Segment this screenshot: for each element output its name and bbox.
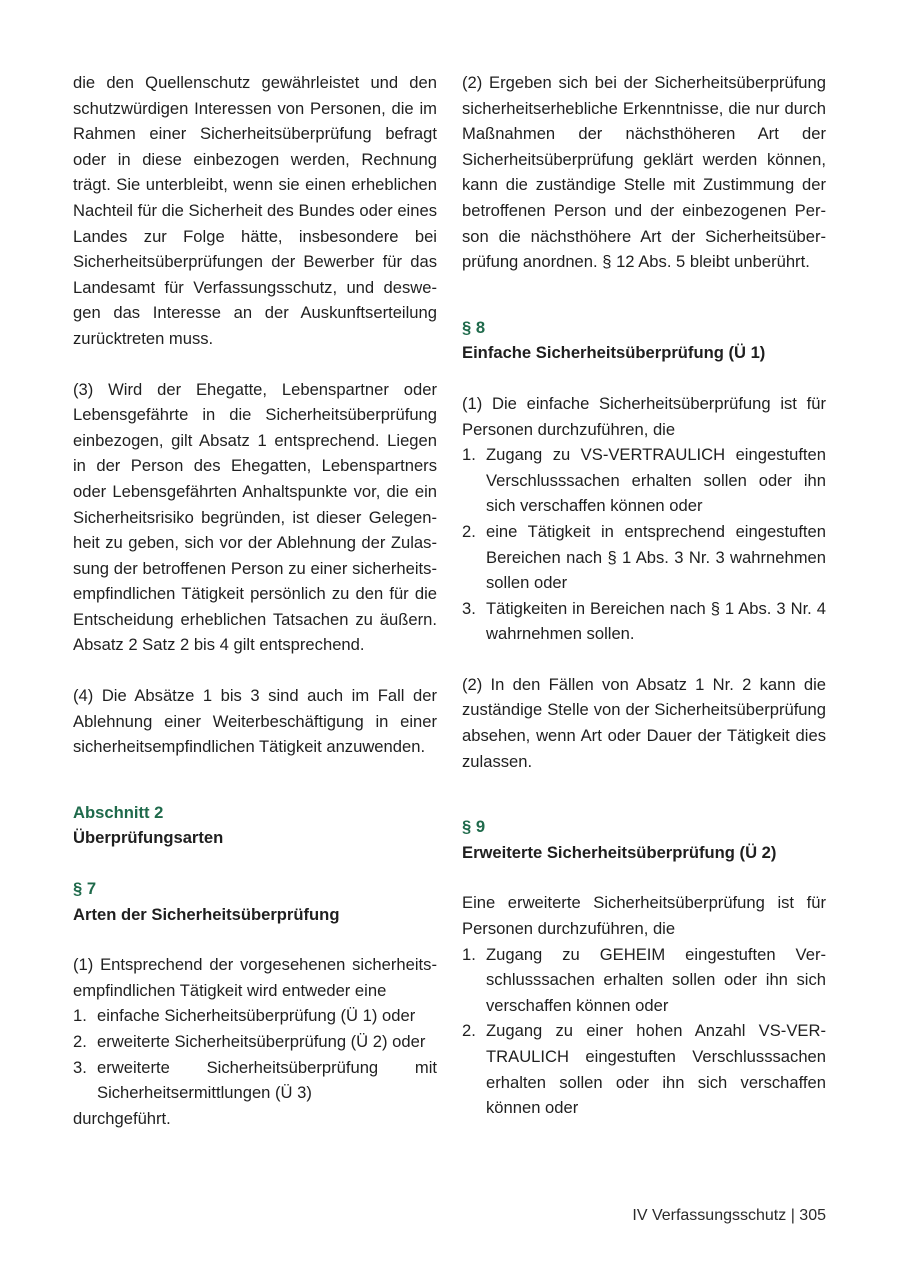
s7-list <box>73 1003 437 1105</box>
s7-paragraph-2: (2) Ergeben sich bei der Sicherheitsüberprüfung sicherheitserhebliche Erkenntnisse, die nur durch Maßnahmen der nächsthöheren Art der Sicherheitsüberprüfung geklärt werden können, kann die zuständige Stelle mit Zustimmung der betroffenen Person und der einbezogenen Person die nächsthöhere Art der Sicherheitsüberprüfung anordnen. § 12 Abs. 5 bleibt unberührt. <box>462 73 826 272</box>
list-number: 2. <box>73 1032 87 1051</box>
page-number: 305 <box>799 1207 826 1224</box>
s7-outro: durchgeführt. <box>73 1108 171 1128</box>
s9-label: § 9 <box>462 817 486 837</box>
list-number: 3. <box>73 1057 87 1077</box>
list-text: erweiterte Sicherheitsüberprüfung mit Sicherheitsermittlungen (Ü 3) <box>97 1057 437 1103</box>
s8-paragraph-2: (2) In den Fällen von Absatz 1 Nr. 2 kann die zuständige Stelle von der Sicherheitsüberprüfung absehen, wenn Art oder Dauer der Tätigkeit dies zulassen. <box>462 674 826 771</box>
footer-chapter: IV Verfassungsschutz <box>632 1207 787 1224</box>
list-text: Zugang zu VS-VERTRAULICH eingestuften Verschlusssachen erhalten sollen oder ihn sich verschaffen können oder <box>486 445 826 516</box>
page-footer <box>632 1203 826 1229</box>
s7-label: § 7 <box>73 879 97 899</box>
list-item <box>462 442 826 519</box>
list-number: 2. <box>462 521 476 541</box>
s9-title: Erweiterte Sicherheitsüberprüfung (Ü 2) <box>462 842 777 862</box>
list-item <box>462 519 826 596</box>
section-title: Überprüfungsarten <box>73 828 224 848</box>
s8-title: Einfache Sicherheitsüberprüfung (Ü 1) <box>462 343 766 363</box>
paragraph-continuation: die den Quellenschutz gewährleistet und den schutzwürdigen Interessen von Personen, die im Rahmen einer Sicherheitsüberprüfung befragt oder in diese einbezogen werden, Rechnung trägt. Sie unterbleibt, wenn sie einen erheblichen Nachteil für die Sicherheit des Bundes oder eines Landes zur Folge hätte, insbesondere bei Sicherheitsüberprüfungen der Bewerber für das Landesamt für Verfassungsschutz, und deswegen das Interesse an der Auskunftserteilung zurücktreten muss. <box>73 73 437 348</box>
s7-intro: (1) Entsprechend der vorgesehenen sicherheitsempfindlichen Tätigkeit wird entweder eine <box>73 955 437 1000</box>
list-item <box>462 1018 826 1120</box>
list-text: erweiterte Sicherheitsüberprüfung (Ü 2) oder <box>97 1032 426 1051</box>
section-label: Abschnitt 2 <box>73 802 164 822</box>
footer-separator: | <box>790 1207 795 1224</box>
paragraph-3: (3) Wird der Ehegatte, Lebenspartner oder Lebensgefährte in die Sicherheitsüberprüfung einbezogen, gilt Absatz 1 entsprechend. Liegen in der Person des Ehegatten, Lebenspartners oder Lebensgefährten Anhaltspunkte vor, die ein Sicherheitsrisiko begründen, ist dieser Gelegenheit zu geben, sich vor der Ablehnung der Zulassung der betroffenen Person zu einer sicherheitsempfindlichen Tätigkeit persönlich zu den für die Entscheidung erheblichen Tatsachen zu äußern. Absatz 2 Satz 2 bis 4 gilt entsprechend. <box>73 379 437 655</box>
list-item <box>73 1003 437 1029</box>
s8-intro: (1) Die einfache Sicherheitsüberprüfung ist für Personen durchzuführen, die <box>462 393 826 439</box>
list-text: Zugang zu GEHEIM eingestuften Verschlusssachen erhalten sollen oder ihn sich verschaffen können oder <box>486 944 826 1015</box>
list-text: Tätigkeiten in Bereichen nach § 1 Abs. 3 Nr. 4 wahrnehmen sollen. <box>486 598 826 644</box>
list-text: eine Tätigkeit in entsprechend eingestuften Bereichen nach § 1 Abs. 3 Nr. 3 wahrnehmen sollen oder <box>486 521 826 593</box>
list-number: 1. <box>462 944 476 964</box>
list-item <box>462 596 826 647</box>
list-number: 1. <box>73 1006 87 1026</box>
s9-intro: Eine erweiterte Sicherheitsüberprüfung ist für Personen durchzuführen, die <box>462 893 826 939</box>
list-number: 1. <box>462 445 476 465</box>
paragraph-4: (4) Die Absätze 1 bis 3 sind auch im Fall der Ablehnung einer Weiterbeschäftigung in einer sicherheitsempfindlichen Tätigkeit anzuwenden. <box>73 686 437 757</box>
list-item <box>73 1055 437 1106</box>
right-column <box>462 70 826 1121</box>
s9-list <box>462 942 826 1121</box>
s8-label: § 8 <box>462 317 486 337</box>
list-number: 2. <box>462 1021 476 1041</box>
list-text: Zugang zu einer hohen Anzahl VS-VERTRAULICH eingestuften Verschlusssachen erhalten sollen oder ihn sich verschaffen können oder <box>486 1021 826 1118</box>
list-item <box>73 1029 437 1055</box>
left-column <box>73 70 437 1131</box>
s7-title: Arten der Sicherheitsüberprüfung <box>73 904 340 924</box>
s8-list <box>462 442 826 647</box>
list-text: einfache Sicherheitsüberprüfung (Ü 1) oder <box>97 1006 416 1026</box>
list-number: 3. <box>462 598 476 618</box>
list-item <box>462 942 826 1019</box>
